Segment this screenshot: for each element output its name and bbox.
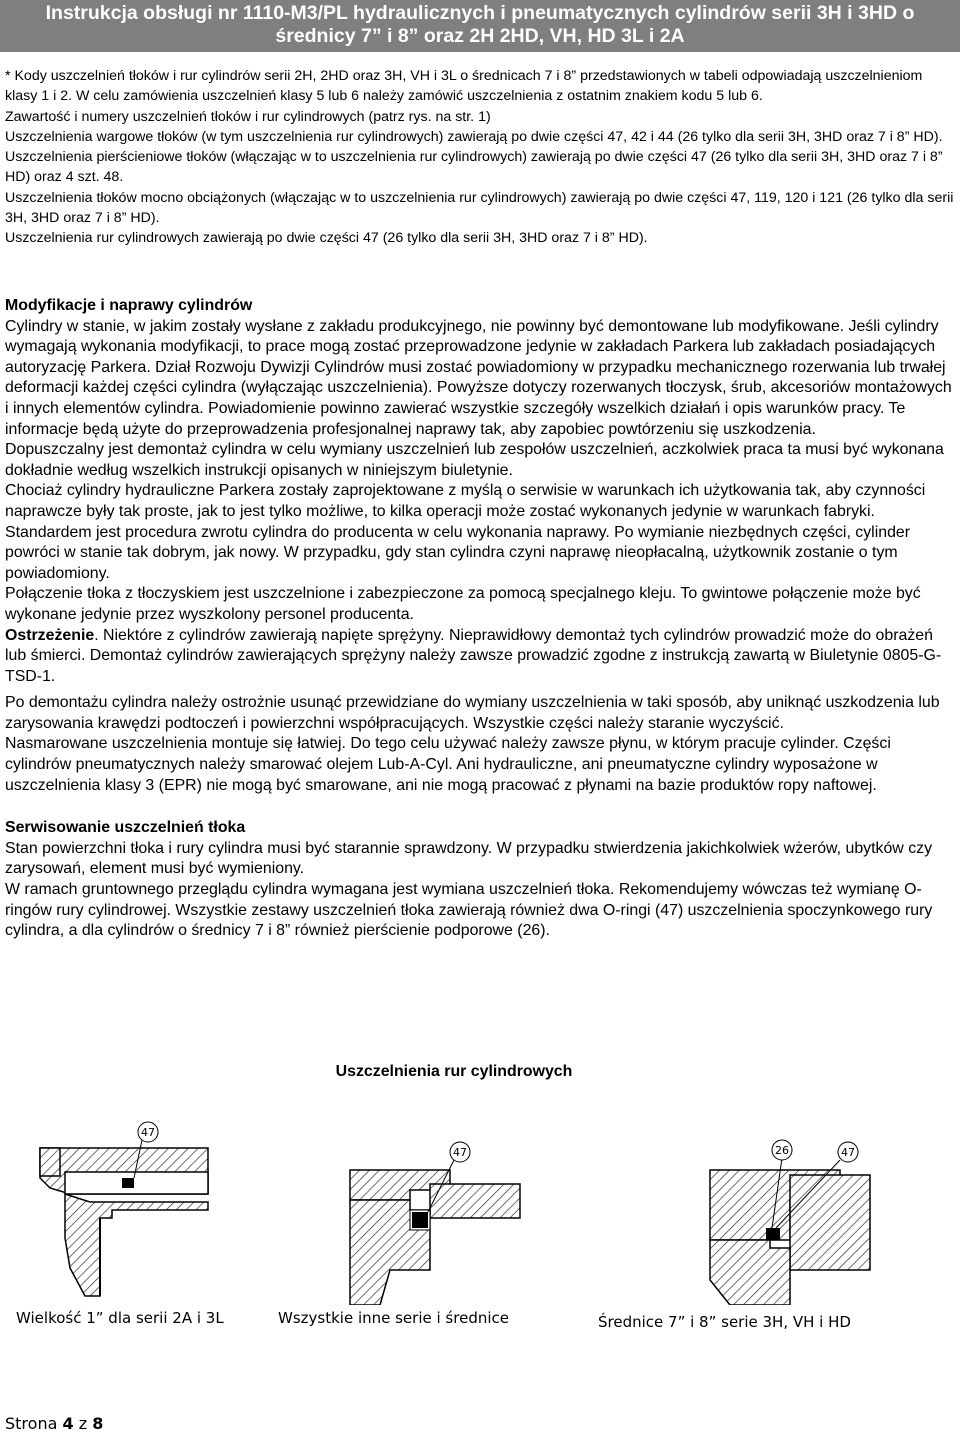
note-paragraph: Uszczelnienia wargowe tłoków (w tym uszczelnienia rur cylindrowych) zawierają po dwie części 47, 42 i 44 (26 tylko dla serii 3H, 3HD oraz 7 i 8” HD). [5, 128, 943, 145]
warning-label: Ostrzeżenie [5, 626, 95, 644]
note-paragraph: Uszczelnienia rur cylindrowych zawierają po dwie części 47 (26 tylko dla serii 3H, 3HD oraz 7 i 8” HD). [5, 230, 648, 247]
header-line-1: Instrukcja obsługi nr 1110-M3/PL hydraulicznych i pneumatycznych cylindrów serii 3H i 3HD o [45, 2, 915, 24]
footer-sep: z [73, 1414, 93, 1433]
seal-diagram-size-1 [30, 1118, 215, 1298]
part-label: 26 [775, 1144, 789, 1157]
note-paragraph: * Kody uszczelnień tłoków i rur cylindrów serii 2H, 2HD oraz 3H, VH i 3L o średnicach 7 i 8” przedstawionych w tabeli odpowiadają uszczelnieniom klasy 1 i 2. W celu zamówienia uszczelnień klasy 5 lub 6 należy zamówić uszczelnienia z ostatnim znakiem kodu 5 lub 6. [5, 68, 923, 105]
paragraph: W ramach gruntownego przeglądu cylindra wymagana jest wymiana uszczelnień tłoka. Rekomendujemy wówczas też wymianę O-ringów rury cylindrowej. Wszystkie zestawy uszczelnień tłoka zawierają również dwa O-ringi (47) uszczelnienia spoczynkowego rury cylindra, a dla cylindrów o średnicy 7 i 8” również pierścienie podporowe (26). [5, 881, 933, 940]
page-header [0, 0, 960, 52]
paragraph: Dopuszczalny jest demontaż cylindra w celu wymiany uszczelnień lub zespołów uszczelnień, aczkolwiek praca ta musi być wykonana dokładnie według wszelkich instrukcji opisanych w niniejszym biuletynie. [5, 441, 944, 479]
paragraph: Nasmarowane uszczelnienia montuje się łatwiej. Do tego celu używać należy zawsze płynu, w którym pracuje cylinder. Części cylindrów pneumatycznych należy smarować olejem Lub-A-Cyl. Ani hydrauliczne, ani pneumatyczne cylindry wyposażone w uszczelnienia klasy 3 (EPR) nie mogą być smarowane, ani nie mogą pracować z płynami na bazie produktów ropy naftowej. [5, 735, 891, 794]
seal-diagram-all-series [330, 1130, 525, 1305]
note-paragraph: Uszczelnienia tłoków mocno obciążonych (włączając w to uszczelnienia rur cylindrowych) zawierają po dwie części 47, 119, 120 i 121 (26 tylko dla serii 3H, 3HD oraz 7 i 8” HD). [5, 189, 954, 227]
current-page: 4 [62, 1414, 74, 1433]
part-label: 47 [841, 1146, 855, 1159]
page-footer [5, 1414, 103, 1433]
header-line-2: średnicy 7” i 8” oraz 2H 2HD, VH, HD 3L i 2A [275, 25, 685, 47]
figure-caption: Wszystkie inne serie i średnice [278, 1309, 509, 1327]
kit-notes [5, 66, 955, 249]
figures-title: Uszczelnienia rur cylindrowych [335, 1063, 573, 1080]
paragraph: Chociaż cylindry hydrauliczne Parkera zostały zaprojektowane z myślą o serwisie w warunkach ich użytkowania tak, aby czynności naprawcze były tak proste, jak to jest tylko możliwe, to kilka operacji może zostać wykonanych jedynie w warunkach fabryki. Standardem jest procedura zwrotu cylindra do producenta w celu wykonania naprawy. Po wymianie niezbędnych części, cylinder powróci w stanie tak dobrym, jak nowy. W przypadku, gdy stan cylindra czyni naprawę nieopłacalną, użytkownik zostanie o tym powiadomiony. [5, 482, 926, 582]
paragraph: Połączenie tłoka z tłoczyskiem jest uszczelnione i zabezpieczone za pomocą specjalnego kleju. To gwintowe połączenie może być wykonane jedynie przez wyszkolony personel producenta. [5, 585, 921, 623]
footer-prefix: Strona [5, 1414, 63, 1433]
total-pages: 8 [92, 1414, 104, 1433]
warning-text: . Niektóre z cylindrów zawierają napięte sprężyny. Nieprawidłowy demontaż tych cylindrów prowadzić może do obrażeń lub śmierci. Demontaż cylindrów zawierających sprężyny należy zawsze prowadzić zgodne z instrukcją zawartą w Biuletynie 0805-G-TSD-1. [5, 626, 942, 685]
paragraph: Cylindry w stanie, w jakim zostały wysłane z zakładu produkcyjnego, nie powinny być demontowane lub modyfikowane. Jeśli cylindry wymagają wykonania modyfikacji, to prace mogą zostać przeprowadzone jedynie w zakładach Parkera lub zakładach posiadających autoryzację Parkera. Dział Rozwoju Dywizji Cylindrów musi zostać powiadomiony w przypadku mechanicznego rozerwania lub trwałej deformacji każdej części cylindra (wyłączając uszczelnienia). Powyższe dotyczy rozerwanych tłoczysk, śrub, akcesoriów montażowych i innych elementów cylindra. Powiadomienie powinno zawierać wszystkie szczegóły wszelkich działań i opis warunków pracy. Te informacje będą użyte do przeprowadzenia profesjonalnej naprawy tak, aby zapobiec powtórzeniu się uszkodzenia. [5, 317, 952, 438]
paragraph: Stan powierzchni tłoka i rury cylindra musi być starannie sprawdzony. W przypadku stwierdzenia jakichkolwiek wżerów, ubytków czy zarysowań, element musi być wymieniony. [5, 839, 933, 878]
part-label: 47 [141, 1126, 155, 1139]
note-paragraph: Zawartość i numery uszczelnień tłoków i rur cylindrowych (patrz rys. na str. 1) [5, 108, 491, 125]
seal-diagram-7-8-inch [690, 1130, 890, 1305]
warning-paragraph [5, 626, 955, 688]
note-paragraph: Uszczelnienia pierścieniowe tłoków (włączając w to uszczelnienia rur cylindrowych) zawierają po dwie części 47 (26 tylko dla serii 3H, 3HD oraz 7 i 8” HD) oraz 4 szt. 48. [5, 149, 943, 186]
part-label: 47 [453, 1146, 467, 1159]
paragraph: Po demontażu cylindra należy ostrożnie usunąć przewidziane do wymiany uszczelnienia w taki sposób, aby uniknąć uszkodzenia lub zarysowania krawędzi podtoczeń i powierzchni współpracujących. Wszystkie części należy staranie wyczyścić. [5, 694, 940, 732]
figure-caption: Średnice 7” i 8” serie 3H, VH i HD [598, 1313, 851, 1331]
section-title-piston-seals: Serwisowanie uszczelnień tłoka [5, 819, 246, 837]
main-content [5, 296, 955, 942]
section-title-modifications: Modyfikacje i naprawy cylindrów [5, 297, 253, 314]
figure-caption: Wielkość 1” dla serii 2A i 3L [16, 1309, 224, 1327]
